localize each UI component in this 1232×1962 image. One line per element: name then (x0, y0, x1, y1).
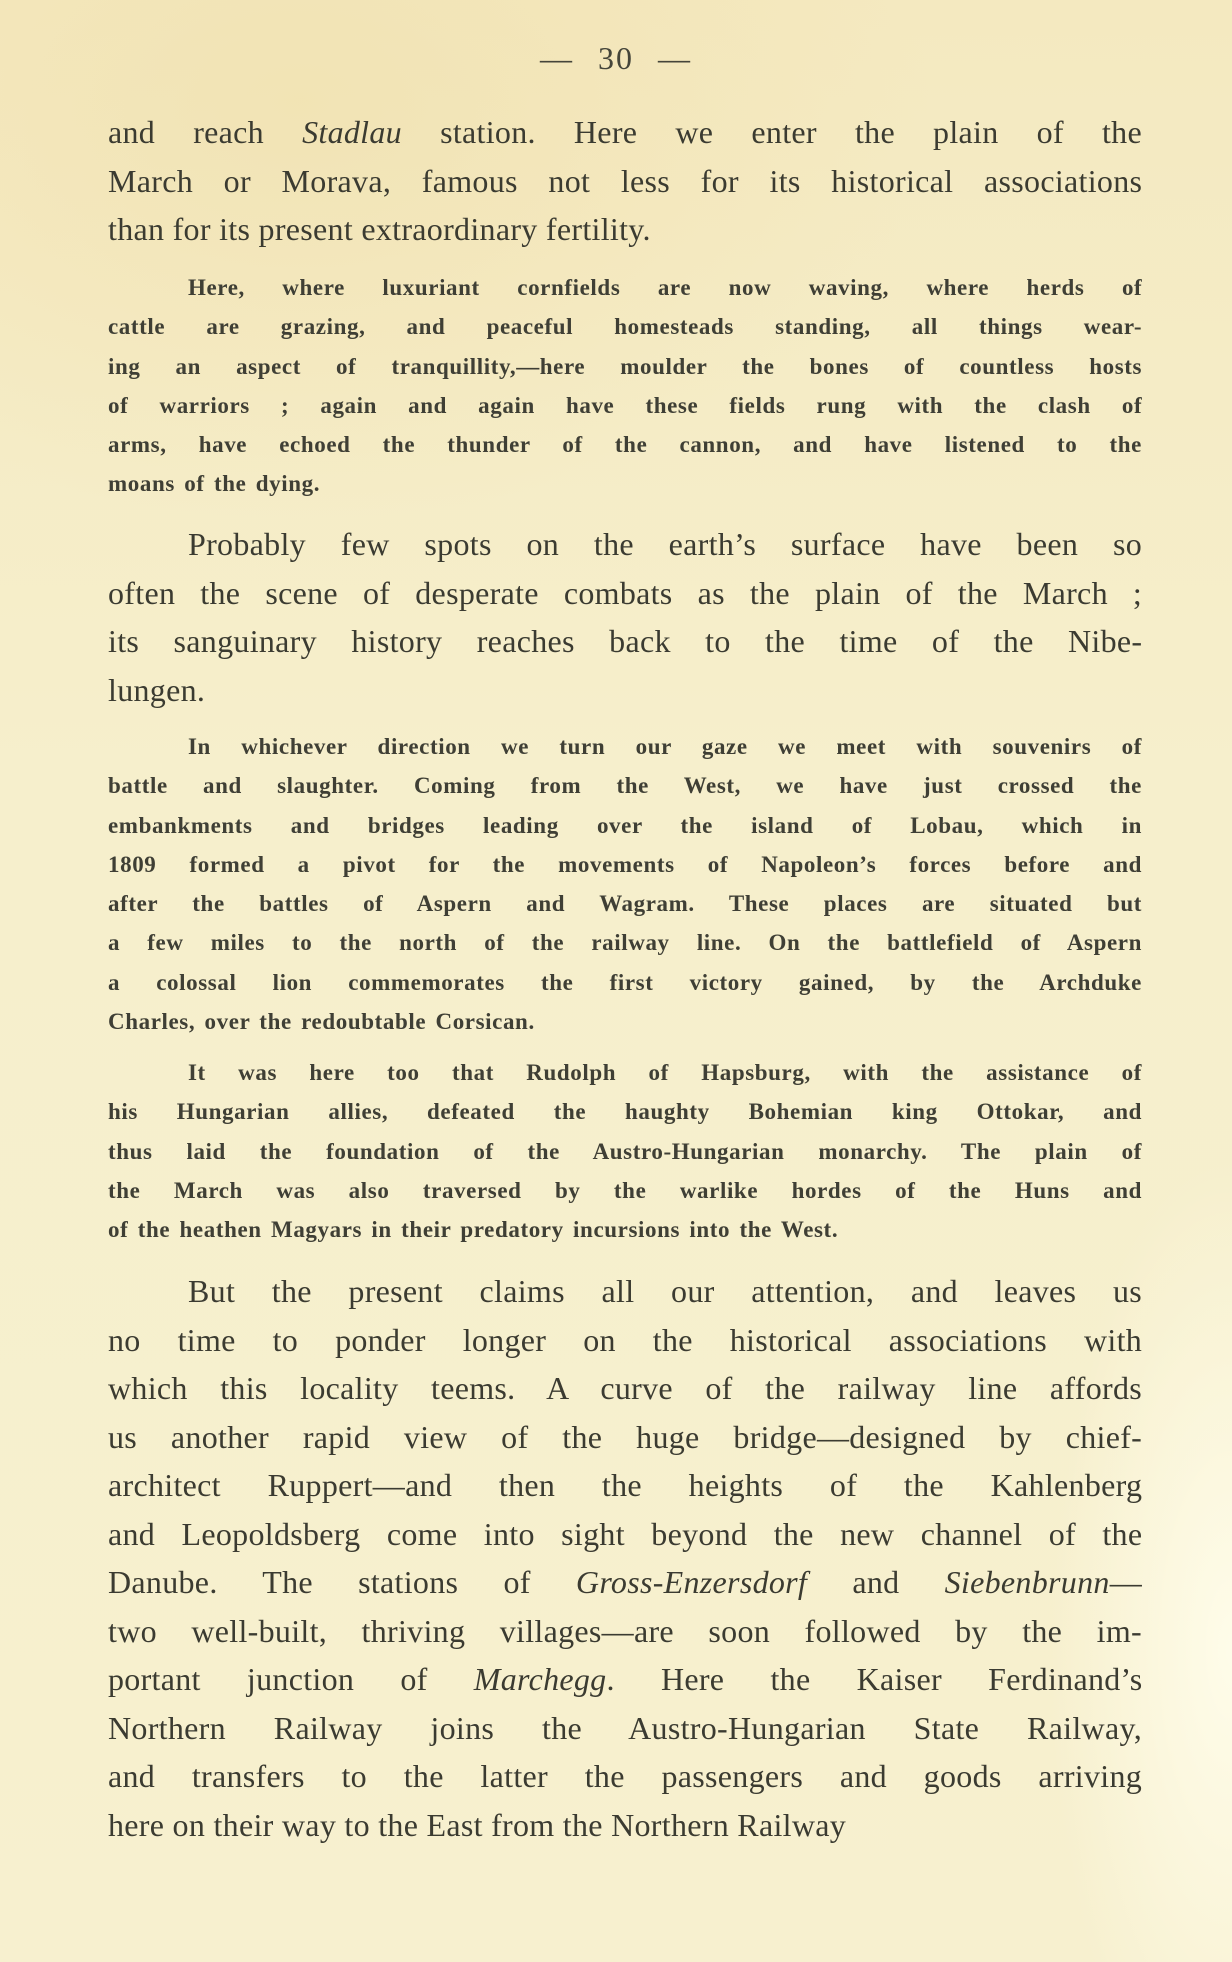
text-line (108, 1801, 1142, 1850)
page-number-dash-left: — (540, 40, 574, 76)
line-text: his Hungarian allies, defeated the haughty Bohemian king Ottokar, and (108, 1099, 1142, 1125)
italic-place-name: Stadlau (302, 114, 402, 150)
line-text: embankments and bridges leading over the island of Lobau, which in (108, 812, 1142, 838)
text-line (108, 108, 1142, 157)
line-text: a colossal lion commemorates the first victory gained, by the Archduke (108, 969, 1142, 995)
text-line (108, 1210, 1142, 1249)
line-text: lungen. (108, 671, 206, 708)
line-text: us another rapid view of the huge bridge—designed by chief- (108, 1418, 1143, 1455)
text-line (108, 1607, 1142, 1656)
line-text: In whichever direction we turn our gaze we meet with souvenirs of (188, 734, 1142, 759)
text-line (108, 1132, 1142, 1171)
line-text: of the heathen Magyars in their predatory incursions into the West. (108, 1217, 839, 1243)
text-line (108, 666, 1142, 715)
line-text: here on their way to the East from the Northern Railway (108, 1806, 847, 1843)
line-text: arms, have echoed the thunder of the cannon, and have listened to the (108, 432, 1142, 458)
text-line (108, 1510, 1142, 1559)
line-text: station. Here we enter the plain of the (401, 114, 1142, 150)
italic-place-name: Siebenbrunn (944, 1564, 1110, 1600)
text-line (108, 347, 1142, 386)
text-line (108, 845, 1142, 884)
text-line (108, 569, 1142, 618)
line-text: But the present claims all our attention, and leaves us (188, 1273, 1142, 1309)
line-text: of warriors ; again and again have these fields rung with the clash of (108, 392, 1143, 418)
line-text: and transfers to the latter the passengers and goods arriving (108, 1758, 1143, 1794)
line-text: often the scene of desperate combats as the plain of the March ; (108, 574, 1143, 611)
text-line (108, 1558, 1142, 1607)
text-line (108, 520, 1142, 569)
line-text: It was here too that Rudolph of Hapsburg, with the assistance of (188, 1060, 1142, 1085)
text-line (108, 884, 1142, 923)
text-line (108, 464, 1142, 503)
paragraph-1 (108, 108, 1142, 254)
page-number-value: 30 (598, 40, 634, 76)
text-line (108, 1364, 1142, 1413)
text-line (108, 1316, 1142, 1365)
line-text: the March was also traversed by the warlike hordes of the Huns and (108, 1177, 1142, 1203)
page-number-dash-right: — (658, 40, 692, 76)
line-text: cattle are grazing, and peaceful homesteads standing, all things wear- (108, 314, 1143, 340)
text-line (108, 1092, 1142, 1131)
line-text: 1809 formed a pivot for the movements of Napoleon’s forces before and (108, 851, 1143, 877)
text-line (108, 307, 1142, 346)
text-line (108, 1461, 1142, 1510)
line-text: which this locality teems. A curve of the railway line affords (108, 1370, 1143, 1406)
text-line (108, 727, 1142, 766)
line-text: battle and slaughter. Coming from the West, we have just crossed the (108, 773, 1142, 799)
line-text: portant junction of (108, 1661, 474, 1697)
text-line (108, 1655, 1142, 1704)
text-line (108, 268, 1142, 307)
line-text: March or Morava, famous not less for its historical associations (108, 162, 1143, 199)
text-line (108, 617, 1142, 666)
text-line (108, 205, 1142, 254)
text-line (108, 1053, 1142, 1092)
paragraph-5 (108, 1053, 1142, 1249)
text-line (108, 1752, 1142, 1801)
italic-place-name: Gross-Enzersdorf (575, 1564, 808, 1600)
text-line (108, 1413, 1142, 1462)
paragraph-2 (108, 268, 1142, 504)
text-line (108, 1267, 1142, 1316)
line-text: Danube. The stations of (108, 1564, 576, 1600)
text-line (108, 1171, 1142, 1210)
line-text: and reach (108, 114, 303, 150)
line-text: Northern Railway joins the Austro-Hungarian State Railway, (108, 1709, 1142, 1746)
line-text: its sanguinary history reaches back to the time of the Nibe- (108, 623, 1143, 659)
line-text: ing an aspect of tranquillity,—here moulder the bones of countless hosts (108, 353, 1143, 379)
paragraph-4 (108, 727, 1142, 1041)
line-text: thus laid the foundation of the Austro-Hungarian monarchy. The plain of (108, 1138, 1142, 1164)
line-text: Here, where luxuriant cornfields are now waving, where herds of (188, 275, 1143, 300)
italic-place-name: Marchegg (473, 1661, 607, 1697)
paragraph-3 (108, 520, 1142, 714)
line-text: after the battles of Aspern and Wagram. These places are situated but (108, 891, 1142, 917)
line-text: Probably few spots on the earth’s surface have been so (188, 526, 1142, 562)
text-line (108, 963, 1142, 1002)
paragraph-6 (108, 1267, 1142, 1849)
line-text: and (807, 1564, 945, 1600)
text-line (108, 806, 1142, 845)
text-line (108, 923, 1142, 962)
line-text: and Leopoldsberg come into sight beyond the new channel of the (108, 1515, 1143, 1552)
text-line (108, 766, 1142, 805)
text-line (108, 1002, 1142, 1041)
line-text: moans of the dying. (108, 471, 321, 497)
page-number (0, 40, 1232, 77)
line-text: no time to ponder longer on the historical associations with (108, 1321, 1143, 1358)
text-line (108, 1704, 1142, 1753)
line-text: two well-built, thriving villages—are soon followed by the im- (108, 1612, 1142, 1649)
text-line (108, 157, 1142, 206)
line-text: — (1109, 1564, 1142, 1600)
line-text: . Here the Kaiser Ferdinand’s (606, 1661, 1143, 1697)
text-line (108, 386, 1142, 425)
line-text: than for its present extraordinary fertility. (108, 211, 651, 247)
line-text: Charles, over the redoubtable Corsican. (108, 1009, 535, 1035)
line-text: architect Ruppert—and then the heights of the Kahlenberg (108, 1467, 1143, 1503)
text-line (108, 425, 1142, 464)
line-text: a few miles to the north of the railway line. On the battlefield of Aspern (108, 930, 1142, 956)
